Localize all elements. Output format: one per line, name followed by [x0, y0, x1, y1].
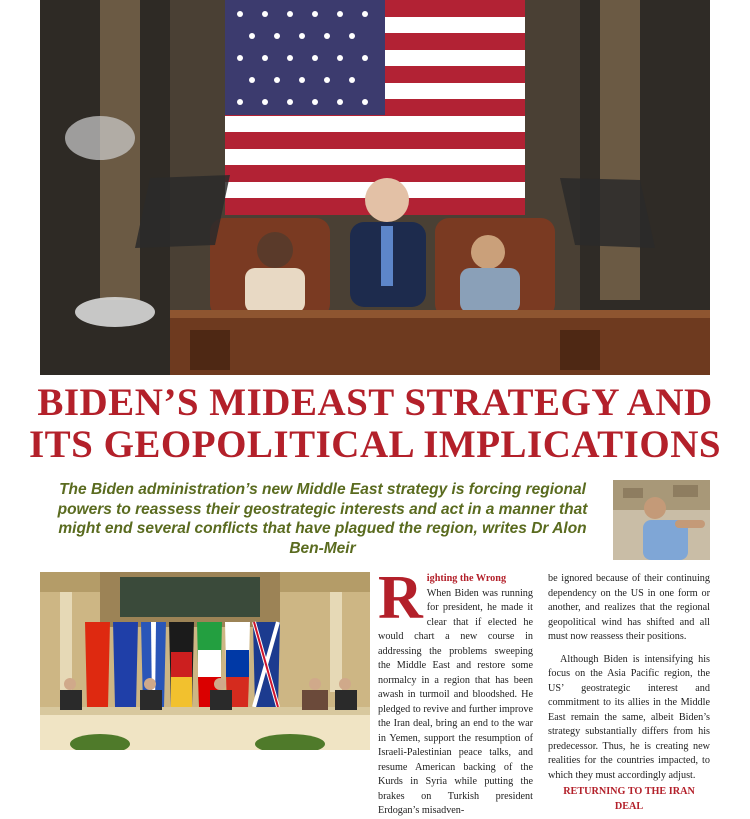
article-body-col1: When Biden was running for president, he made it clear that if elected he would chart a new course in addressing the problems sweeping the Middle East and restore some normalcy in a region that has been awash in turmoil and bloodshed. He pledged to revive and further improve the Iran deal, bring an end to the war in Yemen, support the resumption of Israeli-Palestinian peace talks, and resume American backing of the Kurds in Syria while putting the brakes on Turkish president Erdogan’s misadven- [378, 587, 533, 816]
hero-photo [40, 0, 710, 375]
vienna-talks-photo [40, 572, 370, 750]
article-subhead-2: RETURNING TO THE IRAN DEAL [563, 786, 695, 812]
article-body-col2-para1: be ignored because of their continuing dependency on the US in one form or another, and realizes that the regional geopolitical wind has shifted and all must now reassess their positions. [548, 573, 710, 642]
drop-cap: R [378, 564, 423, 632]
headline-line-2: ITS GEOPOLITICAL IMPLICATIONS [28, 423, 722, 466]
standfirst: The Biden administration’s new Middle East strategy is forcing regional powers to reassess their geostrategic interests and act in a manner that might end several conflicts that have plagued the region, writes Dr Alon Ben-Meir [57, 481, 588, 557]
author-photo [613, 480, 710, 560]
headline-line-1: BIDEN’S MIDEAST STRATEGY AND [37, 381, 713, 424]
headline [0, 382, 750, 466]
article-body-col2-para2: Although Biden is intensifying his focus on the Asia Pacific region, the US’ geostrategic interest and commitment to its allies in the Middle East remain the same, albeit Biden’s strategy substantially differs from his predecessor. Thus, he is creating new realities for the countries impacted, to which they must accordingly adjust. [548, 653, 710, 781]
article-column-2 [548, 572, 710, 814]
article-subhead: ighting the Wrong [426, 573, 507, 584]
article-column-1 [378, 564, 533, 819]
